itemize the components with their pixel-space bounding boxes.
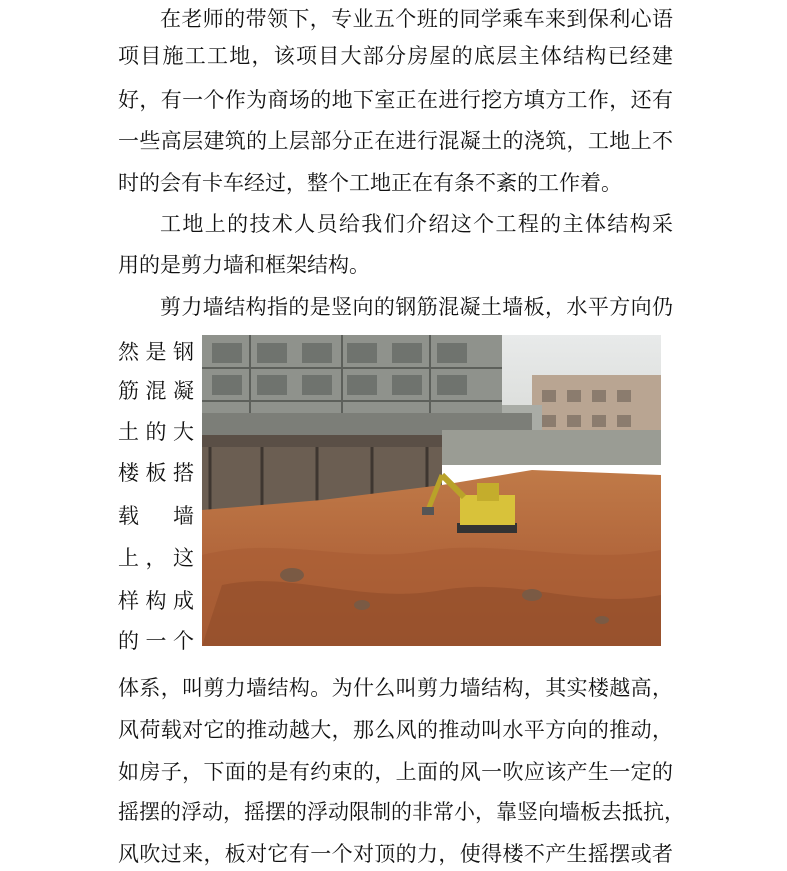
wrap-text-line-5: 载 墙 [118, 504, 194, 528]
paragraph-3-line-11: 风荷载对它的推动越大，那么风的推动叫水平方向的推动， [118, 718, 673, 742]
paragraph-3-line-13: 摇摆的浮动，摇摆的浮动限制的非常小，靠竖向墙板去抵抗， [118, 800, 685, 824]
wrap-text-line-6: 上，这 [118, 546, 194, 570]
paragraph-3-line-14: 风吹过来，板对它有一个对顶的力，使得楼不产生摇摆或者 [118, 842, 673, 866]
paragraph-3-line-1: 剪力墙结构指的是竖向的钢筋混凝土墙板，水平方向仍 [160, 295, 673, 319]
construction-site-photo [202, 335, 661, 646]
paragraph-1-line-2: 项目施工工地，该项目大部分房屋的底层主体结构已经建 [118, 44, 673, 68]
construction-site-illustration [202, 335, 661, 646]
paragraph-3-line-12: 如房子，下面的是有约束的，上面的风一吹应该产生一定的 [118, 760, 673, 784]
paragraph-1-line-3: 好，有一个作为商场的地下室正在进行挖方填方工作，还有 [118, 88, 673, 112]
paragraph-2-line-1: 工地上的技术人员给我们介绍这个工程的主体结构采 [160, 212, 673, 236]
wrap-text-line-3: 土的大 [118, 420, 194, 444]
wrap-text-line-8: 的一个 [118, 629, 194, 653]
paragraph-3-line-10: 体系，叫剪力墙结构。为什么叫剪力墙结构，其实楼越高， [118, 676, 673, 700]
paragraph-1-line-4: 一些高层建筑的上层部分正在进行混凝土的浇筑，工地上不 [118, 129, 673, 153]
paragraph-2-line-2: 用的是剪力墙和框架结构。 [118, 253, 370, 277]
wrap-text-line-7: 样构成 [118, 589, 194, 613]
wrap-text-line-1: 然是钢 [118, 340, 194, 364]
wrap-text-line-4: 楼板搭 [118, 461, 194, 485]
paragraph-1-line-5: 时的会有卡车经过，整个工地正在有条不紊的工作着。 [118, 171, 622, 195]
paragraph-1-line-1: 在老师的带领下，专业五个班的同学乘车来到保利心语 [160, 7, 673, 31]
wrap-text-line-2: 筋混凝 [118, 379, 194, 403]
